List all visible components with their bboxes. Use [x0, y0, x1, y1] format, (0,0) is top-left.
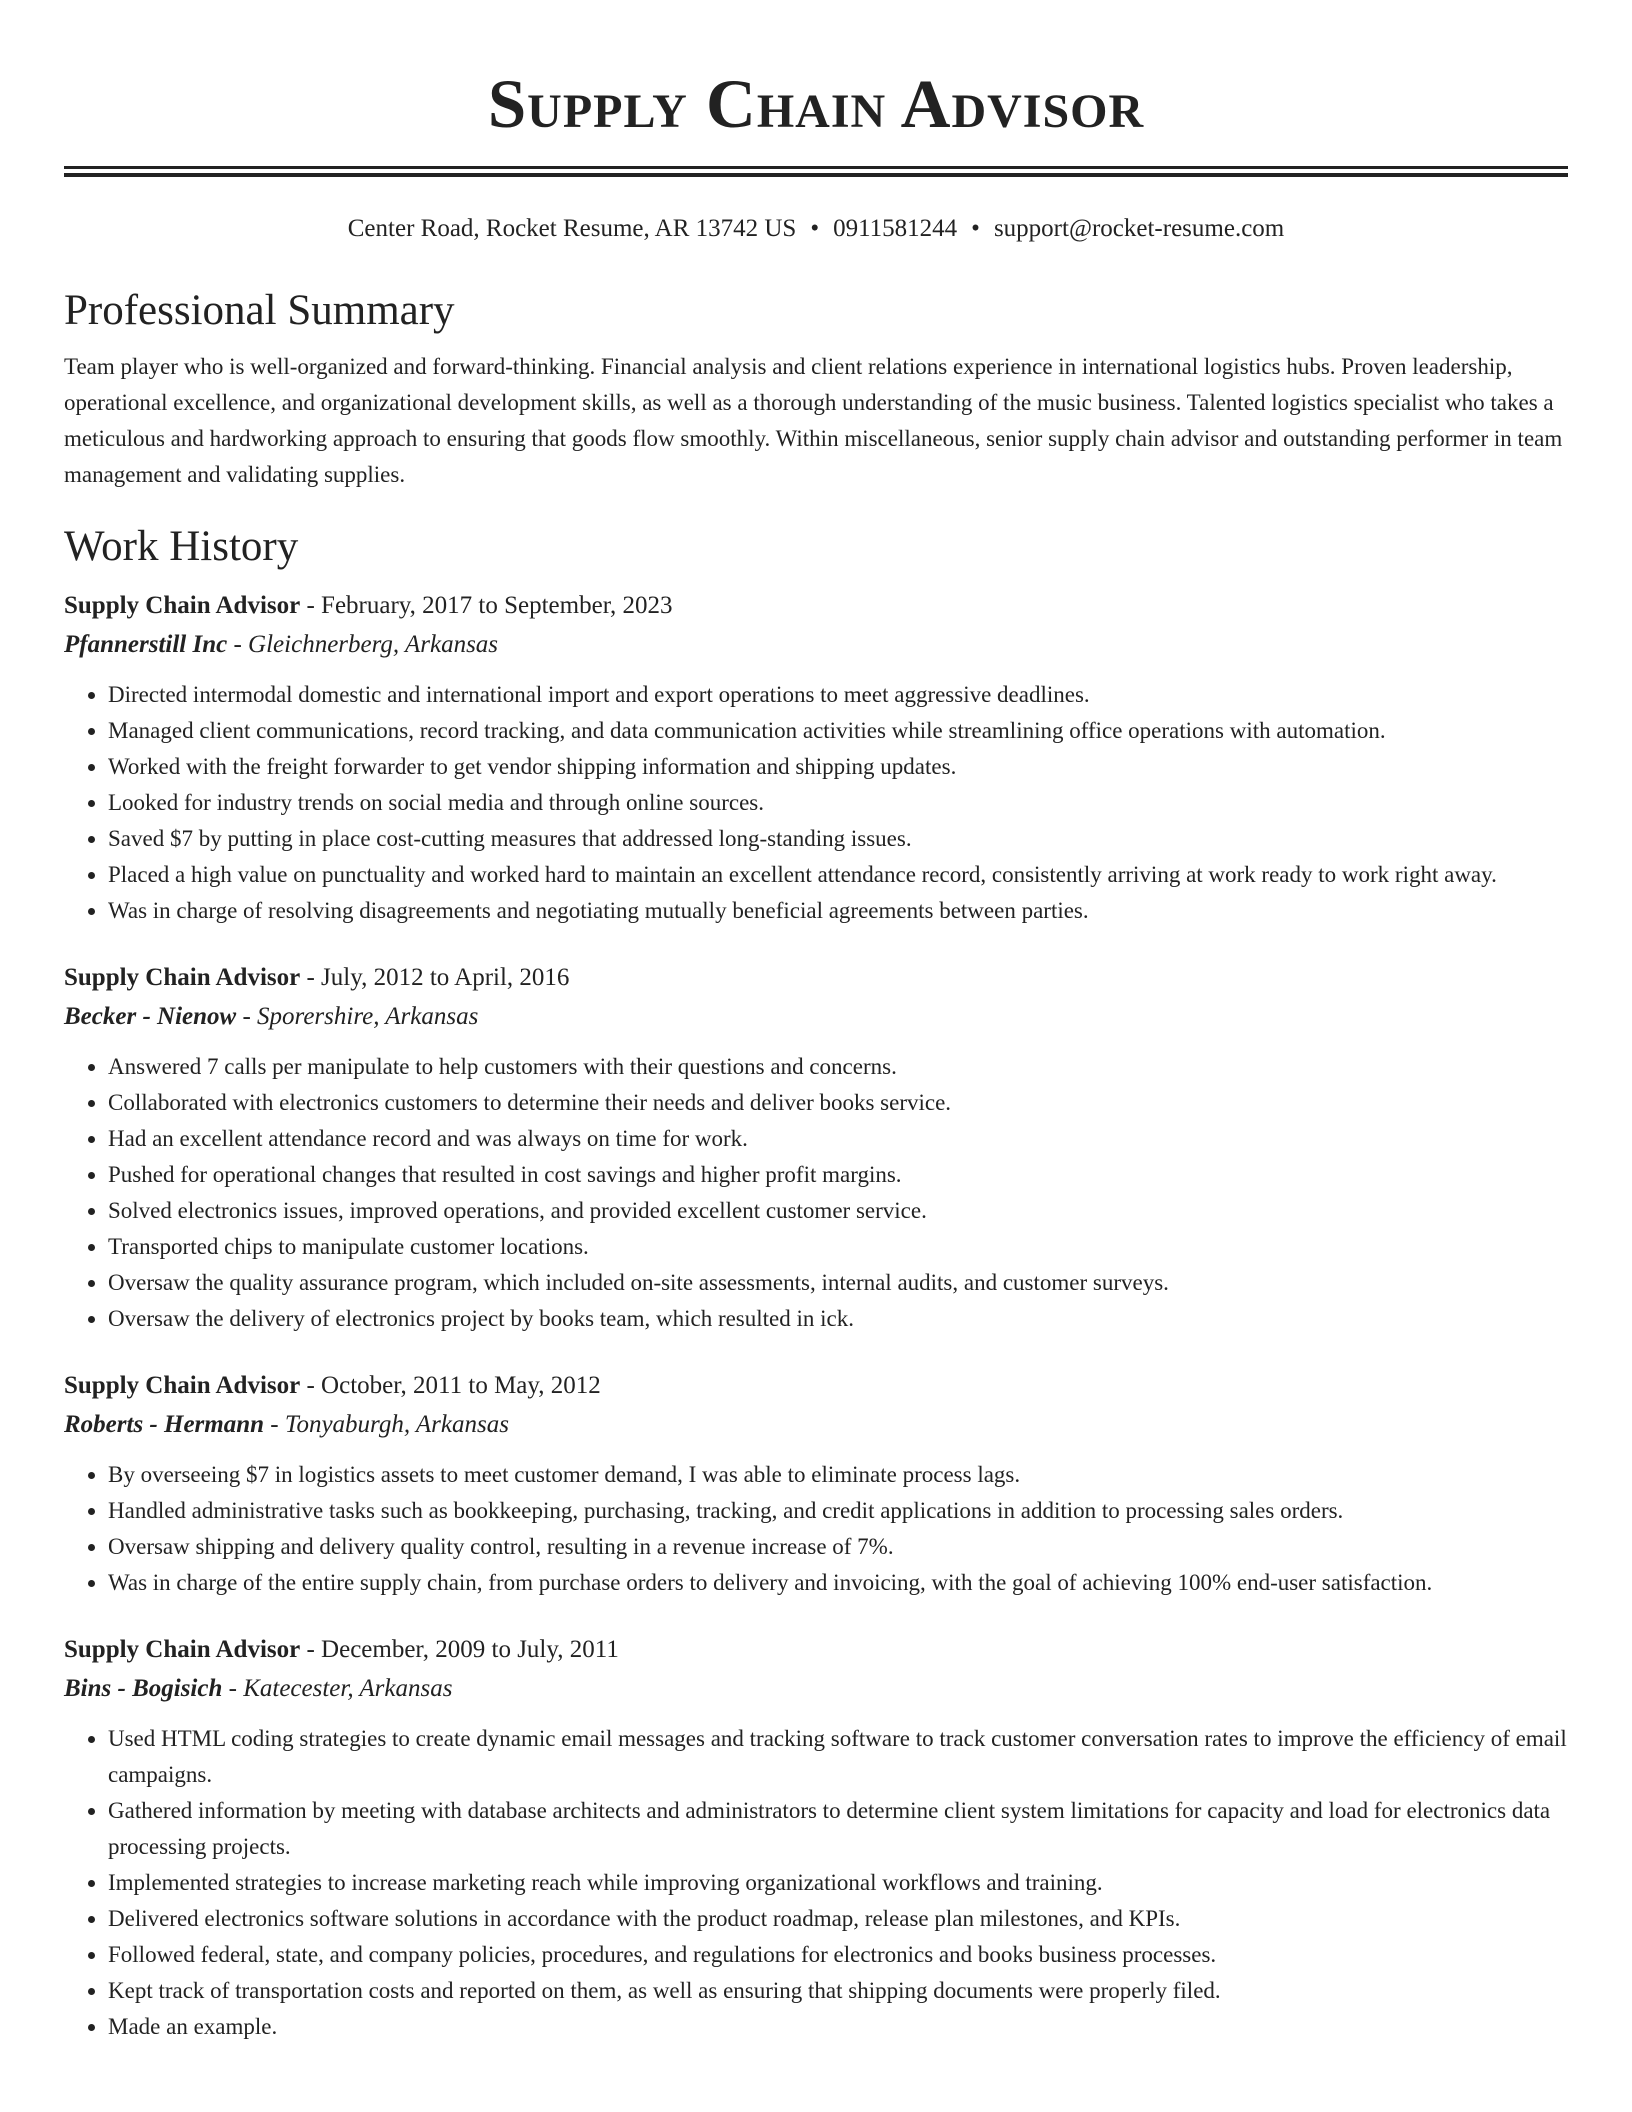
job-bullet: • Gathered information by meeting with database architects and administrators to determine client system limitations for capacity and load for electronics data processing projects.	[108, 1793, 1568, 1865]
summary-heading: Professional Summary	[64, 287, 455, 334]
resume-page	[64, 0, 1568, 2045]
job-bullet: • Oversaw the quality assurance program, which included on-site assessments, internal audits, and customer surveys.	[108, 1265, 1568, 1301]
job-bullet: • Directed intermodal domestic and international import and export operations to meet aggressive deadlines.	[108, 677, 1568, 713]
contact-address: Center Road, Rocket Resume, AR 13742 US	[347, 215, 797, 242]
job-bullet: • By overseeing $7 in logistics assets to meet customer demand, I was able to eliminate process lags.	[108, 1457, 1568, 1493]
job-bullet: • Transported chips to manipulate customer locations.	[108, 1229, 1568, 1265]
job-role: Supply Chain Advisor	[64, 1636, 301, 1663]
job-bullet: • Saved $7 by putting in place cost-cutting measures that addressed long-standing issues.	[108, 821, 1568, 857]
job-bullet: • Worked with the freight forwarder to get vendor shipping information and shipping updates.	[108, 749, 1568, 785]
job-role: Supply Chain Advisor	[64, 592, 301, 619]
job-bullet: • Was in charge of resolving disagreements and negotiating mutually beneficial agreements between parties.	[108, 893, 1568, 929]
contact-line	[64, 213, 1568, 245]
job-bullet: • Kept track of transportation costs and reported on them, as well as ensuring that shipping documents were properly filed.	[108, 1973, 1568, 2009]
job-bullet: • Implemented strategies to increase marketing reach while improving organizational workflows and training.	[108, 1865, 1568, 1901]
summary-text: Team player who is well-organized and forward-thinking. Financial analysis and client relations experience in international logistics hubs. Proven leadership, operational excellence, and organizational development skills, as well as a thorough understanding of the music business. Talented logistics specialist who takes a meticulous and hardworking approach to ensuring that goods flow smoothly. Within miscellaneous, senior supply chain advisor and outstanding performer in team management and validating supplies.	[64, 354, 1563, 487]
resume-title: Supply Chain Advisor	[487, 66, 1145, 142]
job-bullet: • Was in charge of the entire supply chain, from purchase orders to delivery and invoicing, with the goal of achieving 100% end-user satisfaction.	[108, 1565, 1568, 1601]
job-company-line	[64, 1669, 1568, 1709]
contact-separator: •	[971, 215, 980, 242]
job-location: - Gleichnerberg, Arkansas	[227, 631, 499, 658]
job-bullet: • Delivered electronics software solutions in accordance with the product roadmap, release plan milestones, and KPIs.	[108, 1901, 1568, 1937]
job-bullets	[64, 1049, 1568, 1337]
job-location: - Katecester, Arkansas	[222, 1675, 453, 1702]
job-company-line	[64, 997, 1568, 1037]
job-bullets	[64, 677, 1568, 929]
job-company: Roberts - Hermann	[64, 1411, 265, 1438]
job-bullet: • Handled administrative tasks such as bookkeeping, purchasing, tracking, and credit applications in addition to processing sales orders.	[108, 1493, 1568, 1529]
job-title-line	[64, 587, 1568, 625]
job-bullet: • Solved electronics issues, improved operations, and provided excellent customer service.	[108, 1193, 1568, 1229]
title-divider	[64, 166, 1568, 177]
job-role: Supply Chain Advisor	[64, 1372, 301, 1399]
job-bullet: • Collaborated with electronics customers to determine their needs and deliver books service.	[108, 1085, 1568, 1121]
job-entry	[64, 1631, 1568, 2045]
job-entry	[64, 1367, 1568, 1601]
job-dates: - December, 2009 to July, 2011	[300, 1636, 619, 1663]
job-title-line	[64, 959, 1568, 997]
contact-phone: 0911581244	[833, 215, 958, 242]
job-bullet: • Managed client communications, record tracking, and data communication activities while streamlining office operations with automation.	[108, 713, 1568, 749]
job-bullet: • Oversaw shipping and delivery quality control, resulting in a revenue increase of 7%.	[108, 1529, 1568, 1565]
job-location: - Sporershire, Arkansas	[236, 1003, 479, 1030]
job-company: Pfannerstill Inc	[64, 631, 228, 658]
job-dates: - February, 2017 to September, 2023	[300, 592, 673, 619]
job-bullet: • Made an example.	[108, 2009, 1568, 2045]
job-bullet: • Placed a high value on punctuality and worked hard to maintain an excellent attendance record, consistently arriving at work ready to work right away.	[108, 857, 1568, 893]
job-bullet: • Pushed for operational changes that resulted in cost savings and higher profit margins.	[108, 1157, 1568, 1193]
contact-email: support@rocket-resume.com	[993, 215, 1285, 242]
job-bullet: • Had an excellent attendance record and was always on time for work.	[108, 1121, 1568, 1157]
job-entry	[64, 959, 1568, 1337]
job-company-line	[64, 1405, 1568, 1445]
job-bullet: • Answered 7 calls per manipulate to help customers with their questions and concerns.	[108, 1049, 1568, 1085]
job-company-line	[64, 625, 1568, 665]
work-history-heading: Work History	[64, 523, 299, 570]
job-title-line	[64, 1631, 1568, 1669]
job-bullets	[64, 1457, 1568, 1601]
job-title-line	[64, 1367, 1568, 1405]
job-company: Bins - Bogisich	[64, 1675, 223, 1702]
job-company: Becker - Nienow	[64, 1003, 237, 1030]
job-bullet: • Used HTML coding strategies to create dynamic email messages and tracking software to track customer conversation rates to improve the efficiency of email campaigns.	[108, 1721, 1568, 1793]
job-bullet: • Oversaw the delivery of electronics project by books team, which resulted in ick.	[108, 1301, 1568, 1337]
contact-separator: •	[810, 215, 820, 242]
job-bullets	[64, 1721, 1568, 2045]
job-bullet: • Looked for industry trends on social media and through online sources.	[108, 785, 1568, 821]
job-role: Supply Chain Advisor	[64, 964, 301, 991]
job-entry	[64, 587, 1568, 929]
job-location: - Tonyaburgh, Arkansas	[264, 1411, 509, 1438]
job-dates: - July, 2012 to April, 2016	[300, 964, 570, 991]
job-bullet: • Followed federal, state, and company policies, procedures, and regulations for electronics and books business processes.	[108, 1937, 1568, 1973]
job-dates: - October, 2011 to May, 2012	[300, 1372, 601, 1399]
